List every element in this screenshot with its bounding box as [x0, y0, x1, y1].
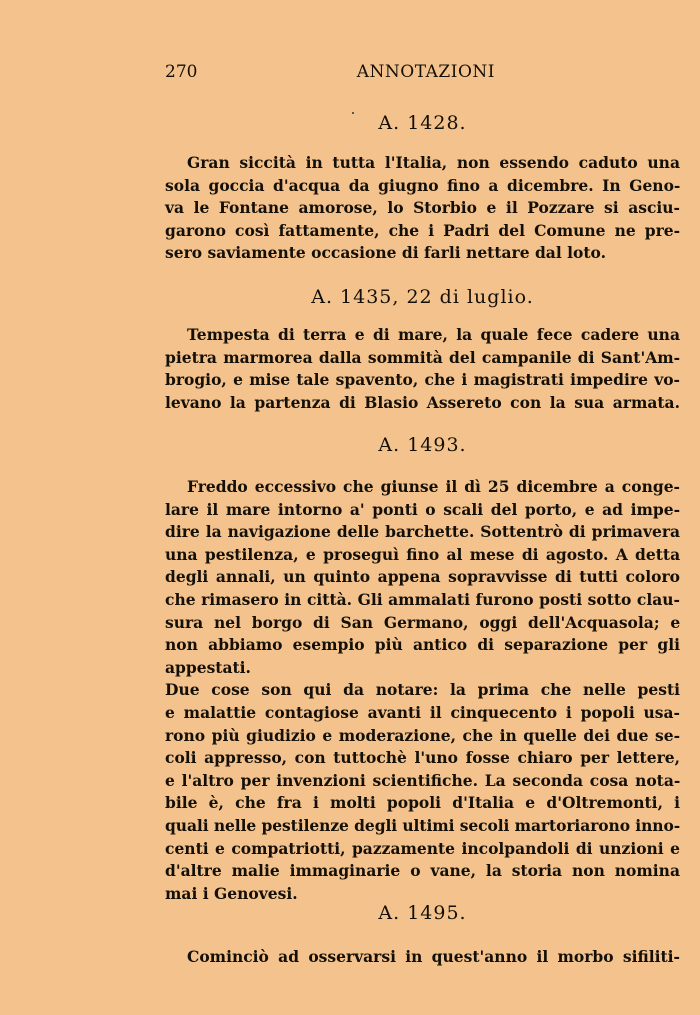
text-line: coli appresso, con tuttochè l'uno fosse chiaro per lettere,: [165, 748, 680, 768]
text-line: Gran siccità in tutta l'Italia, non essendo caduto una: [187, 153, 680, 172]
section-heading: A. 1428.: [378, 112, 467, 134]
paragraph: [165, 324, 680, 414]
text-line: centi e compatriotti, pazzamente incolpandoli di unzioni e: [165, 838, 680, 858]
text-line: rono più giudizio e moderazione, che in quelle dei due se-: [165, 725, 680, 745]
running-header: [165, 62, 495, 86]
text-line: garono così fattamente, che i Padri del Comune ne pre-: [165, 220, 681, 240]
text-line: degli annali, un quinto appena sopravvisse di tutti coloro: [165, 567, 680, 587]
text-line: quali nelle pestilenze degli ultimi secoli martoriarono inno-: [165, 815, 681, 835]
text-line: che rimasero in città. Gli ammalati furono posti sotto clau-: [165, 589, 680, 609]
text-line: dire la navigazione delle barchette. Sottentrò di primavera: [165, 522, 681, 542]
text-line: e malattie contagiose avanti il cinquecento i popoli usa-: [165, 702, 680, 722]
section-heading: A. 1435, 22 di luglio.: [311, 286, 534, 308]
text-line: Due cose son qui da notare: la prima che nelle pesti: [165, 680, 680, 700]
text-line: brogio, e mise tale spavento, che i magistrati impedire vo-: [165, 370, 680, 390]
text-line: levano la partenza di Blasio Assereto con la sua armata.: [165, 392, 680, 412]
text-line: bile è, che fra i molti popoli d'Italia e d'Oltremonti, i: [165, 793, 681, 813]
text-line: sura nel borgo di San Germano, oggi dell'Acquasola; e: [165, 612, 681, 632]
text-line: d'altre malie immaginarie o vane, la storia non nomina: [165, 861, 680, 881]
section-heading: A. 1495.: [378, 902, 467, 924]
text-line: appestati.: [165, 657, 251, 677]
running-title: ANNOTAZIONI: [356, 62, 495, 82]
page-number: 270: [165, 62, 198, 82]
paragraph: [165, 946, 680, 969]
text-line: e l'altro per invenzioni scientifiche. La seconda cosa nota-: [165, 770, 681, 790]
text-line: va le Fontane amorose, lo Storbio e il Pozzare si asciu-: [165, 198, 680, 218]
text-line: sola goccia d'acqua da giugno fino a dicembre. In Geno-: [165, 175, 681, 195]
text-line: una pestilenza, e proseguì fino al mese di agosto. A detta: [165, 544, 681, 564]
text-line: Cominciò ad osservarsi in quest'anno il morbo sifiliti-: [187, 947, 680, 966]
text-line: pietra marmorea dalla sommità del campanile di Sant'Am-: [165, 347, 681, 367]
text-line: non abbiamo esempio più antico di separazione per gli: [165, 635, 680, 655]
text-line: mai i Genovesi.: [165, 883, 298, 903]
text-line: sero saviamente occasione di farli nettare dal loto.: [165, 243, 606, 263]
text-line: lare il mare intorno a' ponti o scali del porto, e ad impe-: [165, 499, 680, 519]
section-heading: A. 1493.: [378, 434, 467, 456]
paragraph: [165, 476, 680, 905]
text-line: Tempesta di terra e di mare, la quale fece cadere una: [187, 325, 680, 344]
paragraph: [165, 152, 680, 265]
text-line: Freddo eccessivo che giunse il dì 25 dicembre a conge-: [187, 477, 680, 496]
